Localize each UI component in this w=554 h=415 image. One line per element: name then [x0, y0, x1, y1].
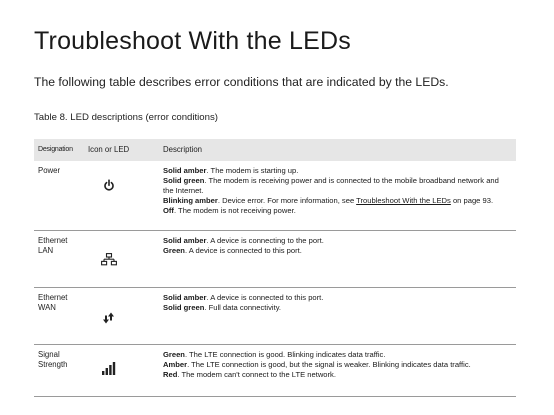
network-icon	[101, 253, 117, 266]
designation-cell: Ethernet WAN	[34, 287, 84, 344]
icon-cell	[84, 161, 159, 230]
page-title: Troubleshoot With the LEDs	[34, 27, 351, 55]
table-row	[34, 161, 516, 230]
description-cell: Solid amber. A device is connecting to the port. Green. A device is connected to this port.	[159, 230, 516, 287]
designation-cell: Signal Strength	[34, 344, 84, 396]
table-caption: Table 8. LED descriptions (error conditions)	[34, 112, 218, 123]
troubleshoot-link[interactable]: Troubleshoot With the LEDs	[356, 196, 451, 205]
designation-cell: Power	[34, 161, 84, 230]
table-row	[34, 230, 516, 287]
icon-cell	[84, 287, 159, 344]
icon-cell	[84, 230, 159, 287]
intro-text: The following table describes error conditions that are indicated by the LEDs.	[34, 75, 449, 89]
header-description: Description	[159, 139, 516, 161]
power-icon	[103, 179, 115, 192]
description-cell: Green. The LTE connection is good. Blinking indicates data traffic. Amber. The LTE connection is good, but the signal is weaker. Blinking indicates data traffic. Red. The modem can't connect to the LTE network.	[159, 344, 516, 396]
header-icon: Icon or LED	[84, 139, 159, 161]
table-header-row	[34, 139, 516, 161]
description-cell: Solid amber. A device is connected to this port. Solid green. Full data connectivity.	[159, 287, 516, 344]
data-arrows-icon	[103, 312, 114, 324]
led-table	[34, 139, 516, 397]
designation-cell: Ethernet LAN	[34, 230, 84, 287]
description-cell: Solid amber. The modem is starting up. Solid green. The modem is receiving power and is connected to the mobile broadband network and the Internet. Blinking amber. Device error. For more information, see Troubleshoot With the LEDs on page 93. Off. The modem is not receiving power.	[159, 161, 516, 230]
table-row	[34, 287, 516, 344]
table-row	[34, 344, 516, 396]
header-designation: Designation	[34, 139, 84, 161]
signal-bars-icon	[102, 362, 116, 375]
icon-cell	[84, 344, 159, 396]
